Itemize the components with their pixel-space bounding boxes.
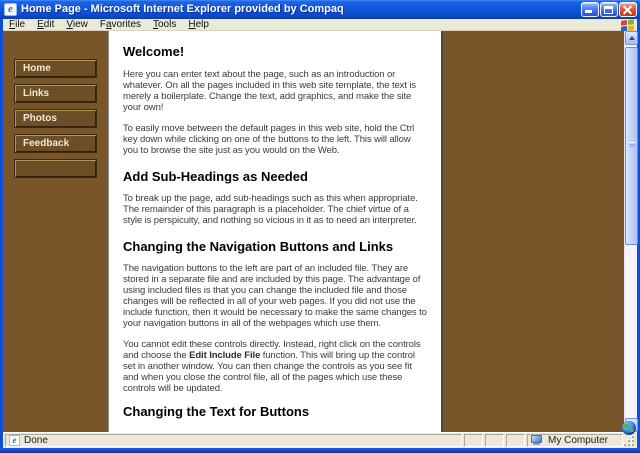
window-title: Home Page - Microsoft Internet Explorer provided by Compaq — [21, 3, 344, 15]
paragraph-ctrl-click: To easily move between the default pages in this web site, hold the Ctrl key down while clicking on one of the buttons to the left. This will allow you to browse the site just as you would on the Web. — [123, 123, 415, 156]
menu-favorites[interactable]: Favorites — [99, 18, 141, 30]
menu-file[interactable]: File — [9, 18, 26, 30]
status-pane-main — [5, 434, 462, 447]
paragraph-intro: Here you can enter text about the page, such as an introduction or whatever. On all the pages included in this web site template, the text is merely a boilerplate. Change the text, add graphics, and make the site your own! — [123, 69, 417, 113]
globe-icon — [622, 421, 636, 435]
security-zone-pane — [527, 434, 623, 447]
maximize-icon — [604, 6, 613, 14]
title-bar[interactable] — [0, 0, 640, 19]
nav-button-home[interactable]: Home — [14, 59, 97, 78]
page-background — [443, 31, 624, 432]
my-computer-icon — [531, 435, 544, 446]
resize-grip[interactable] — [623, 434, 635, 447]
scroll-up-button[interactable] — [625, 31, 638, 45]
minimize-icon — [585, 10, 592, 13]
maximize-button[interactable] — [600, 2, 618, 17]
status-pane-1 — [464, 434, 483, 447]
minimize-button[interactable] — [581, 2, 599, 17]
heading-clipped: Changing the Text for Buttons — [123, 404, 310, 419]
vertical-scrollbar[interactable] — [624, 31, 637, 432]
page-done-icon: e — [9, 435, 20, 446]
content-panel — [108, 31, 443, 432]
heading-navigation: Changing the Navigation Buttons and Links — [123, 239, 394, 254]
menu-bar — [3, 19, 637, 31]
status-text: Done — [24, 434, 48, 446]
menu-view[interactable]: View — [66, 18, 88, 30]
menu-tools[interactable]: Tools — [153, 18, 177, 30]
menu-help[interactable]: Help — [188, 18, 209, 30]
window-bottom-border — [0, 448, 640, 453]
heading-subheadings: Add Sub-Headings as Needed — [123, 169, 308, 184]
zone-text: My Computer — [548, 434, 609, 446]
status-bar — [3, 432, 637, 448]
menu-edit[interactable]: Edit — [37, 18, 55, 30]
paragraph-subheadings: To break up the page, add sub-headings such as this when appropriate. The remainder of this paragraph is a placeholder. The chief virtue of a style is perspicuity, and nothing so vicious in it as to need an interpreter. — [123, 193, 418, 226]
status-pane-2 — [485, 434, 504, 447]
clipped-heading-container — [123, 404, 433, 419]
paragraph-edit-include: You cannot edit these controls directly. Instead, right click on the controls and choose the Edit Include File function. This will bring up the control set in another window. You can then change the controls as you see fit and when you close the control file, all of the pages which use these controls will be updated. — [123, 339, 421, 394]
scrollbar-thumb[interactable] — [625, 47, 638, 245]
internet-explorer-icon: e — [4, 3, 17, 16]
scroll-up-icon — [629, 36, 635, 40]
status-pane-3 — [506, 434, 525, 447]
nav-button-blank[interactable] — [14, 159, 97, 178]
nav-button-photos[interactable]: Photos — [14, 109, 97, 128]
heading-welcome: Welcome! — [123, 44, 185, 59]
paragraph-included-file: The navigation buttons to the left are part of an included file. They are stored in a separate file and are included by this page. The advantage of using included files is that you can change the included file and those changes will be reflected in all of your web pages. If you did not use the include function, then it would be necessary to make the same changes to your navigation buttons in all of the webpages which use them. — [123, 263, 427, 329]
nav-button-links[interactable]: Links — [14, 84, 97, 103]
windows-flag-icon — [620, 18, 635, 32]
page-viewport — [3, 31, 637, 432]
navigation-sidebar — [3, 31, 108, 432]
thumb-grip-icon — [629, 142, 635, 143]
nav-button-feedback[interactable]: Feedback — [14, 134, 97, 153]
close-button[interactable] — [619, 2, 637, 17]
